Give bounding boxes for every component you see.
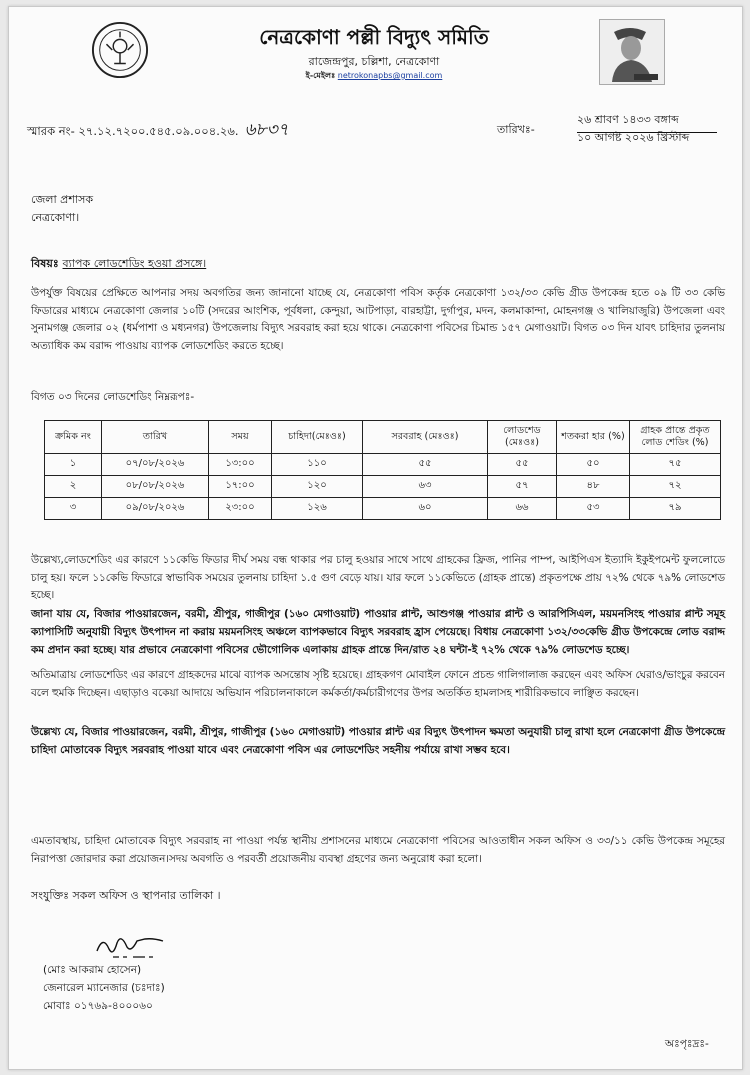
cell-loadshed: ৫৭ (488, 476, 557, 498)
cell-time: ১৩:০০ (209, 454, 272, 476)
memo-reference (27, 117, 289, 145)
table-row (45, 476, 721, 498)
cell-date: ০৮/০৮/২০২৬ (102, 476, 209, 498)
cell-demand: ১২৬ (272, 498, 363, 520)
cell-consumer-loadshedding: ৭৯ (630, 498, 721, 520)
subject-label: বিষয়ঃ (31, 257, 59, 270)
header-consumer-loadshedding: গ্রাহক প্রান্তে প্রকৃত লোড শেডিং (%) (630, 421, 721, 454)
portrait-photo (599, 19, 665, 85)
header-percentage: শতকরা হার (%) (557, 421, 630, 454)
loadshedding-table (44, 420, 721, 520)
cell-serial: ১ (45, 454, 102, 476)
recipient-location: নেত্রকোণা। (31, 211, 80, 224)
paragraph-intro: উপর্যুক্ত বিষয়ের প্রেক্ষিতে আপনার সদয় অবগতির জন্য জানানো যাচ্ছে যে, নেত্রকোণা পবিস কর্তৃক নেত্রকোণা ১৩২/৩৩ কেভি গ্রীড উপকেন্দ্র হতে ০৯ টি ৩৩ কেভি ফিডারের মাধ্যমে নেত্রকোণা জেলার ১০টি (সদরের আংশিক, পূর্বধলা, কেন্দুয়া, আটপাড়া, বারহাট্টা, দুর্গাপুর, মদন, কলমাকান্দা, মোহনগঞ্জ ও খালিয়াজুরি) উপজেলা এবং সুনামগঞ্জ জেলার ০২ (ধর্মপাশা ও মধ্যনগর) উপজেলায় বিদ্যুৎ সরবরাহ করা হয়ে থাকে। নেত্রকোণা পবিসের চিমান্ড ১৫৭ মেগাওয়াট। বিগত ০৩ দিন যাবৎ চাহিদার তুলনায় অত্যাধিক কম বরাদ্দ পাওয়ায় ব্যাপক লোডশেডিং করতে হচ্ছে। (31, 287, 725, 352)
memo-reference-number: স্মারক নং- ২৭.১২.৭২০০.৫৪৫.০৯.০০৪.২৬. (27, 124, 239, 138)
handwritten-signature (93, 929, 183, 961)
signatory-designation: জেনারেল ম্যানেজার (চঃদাঃ) (43, 982, 165, 994)
cell-consumer-loadshedding: ৭৫ (630, 454, 721, 476)
memo-reference-handwritten: ৬৮৩৭ (244, 120, 289, 140)
table-header-row (45, 421, 721, 454)
cell-loadshed: ৫৫ (488, 454, 557, 476)
cell-date: ০৯/০৮/২০২৬ (102, 498, 209, 520)
organization-seal-logo (91, 21, 149, 79)
organization-address: রাজেন্দ্রপুর, চল্লিশা, নেত্রকোণা (308, 55, 440, 68)
cell-time: ২৩:০০ (209, 498, 272, 520)
date-english: ১০ আগষ্ট ২০২৬ খ্রিস্টাব্দ (577, 131, 690, 144)
recipient-title: জেলা প্রশাসক (31, 193, 94, 206)
signatory-name: (মোঃ আকরাম হোসেন) (43, 964, 142, 976)
cell-percentage: ৫০ (557, 454, 630, 476)
organization-name: নেত্রকোণা পল্লী বিদ্যুৎ সমিতি (259, 25, 489, 49)
cell-demand: ১১০ (272, 454, 363, 476)
paragraph-consumer-unrest: অতিমাত্রায় লোডশেডিং এর কারণে গ্রাহকদের মাঝে ব্যাপক অসন্তোষ সৃষ্টি হয়েছে। গ্রাহকগণ মোবাইল ফোনে প্রচন্ড গালিগালাজ করছেন এবং অফিস ঘেরাও/ভাংচুর করবেন বলে হুমকি দিচ্ছেন। এছাড়াও বকেয়া আদায়ে অভিযান পরিচালনাকালে কর্মকর্তা/কর্মচারীগণের উপর অতর্কিত হামলাসহ শারীরিকভাবে লাঞ্ছিত করছেন। (31, 669, 725, 699)
email-label: ই-মেইলঃ (305, 71, 336, 80)
attachment-note: সংযুক্তিঃ সকল অফিস ও স্থাপনার তালিকা । (31, 889, 221, 902)
cell-percentage: ৪৮ (557, 476, 630, 498)
date-label: তারিখঃ- (497, 123, 535, 136)
paragraph-request: এমতাবস্থায়, চাহিদা মোতাবেক বিদ্যুৎ সরবরাহ না পাওয়া পর্যন্ত স্থানীয় প্রশাসনের মাধ্যমে নেত্রকোণা পবিসের আওতাধীন সকল অফিস ও ৩৩/১১ কেভি উপকেন্দ্র সমূহের নিরাপত্তা জোরদার করা প্রয়োজন।সদয় অবগতি ও পরবর্তী প্রয়োজনীয় ব্যবস্থা গ্রহণের জন্য অনুরোধ করা হলো। (31, 835, 725, 865)
date-bangla: ২৬ শ্রাবণ ১৪৩৩ বঙ্গাব্দ (577, 111, 717, 133)
organization-email-line (159, 70, 589, 83)
cell-supply: ৬০ (363, 498, 488, 520)
header-time: সময় (209, 421, 272, 454)
cell-supply: ৫৫ (363, 454, 488, 476)
header-supply: সরবরাহ (মেঃওঃ) (363, 421, 488, 454)
email-link[interactable]: netrokonapbs@gmail.com (337, 71, 443, 80)
cell-serial: ৩ (45, 498, 102, 520)
header-loadshed: লোডশেড (মেঃওঃ) (488, 421, 557, 454)
header-demand: চাহিদা(মেঃওঃ) (272, 421, 363, 454)
cell-date: ০৭/০৮/২০২৬ (102, 454, 209, 476)
header-date: তারিখ (102, 421, 209, 454)
please-turn-over: অঃপৃঃদ্রঃ- (665, 1038, 709, 1050)
cell-supply: ৬৩ (363, 476, 488, 498)
cell-demand: ১২০ (272, 476, 363, 498)
paragraph-remedy: উল্লেখ্য যে, বিজার পাওয়ারজেন, বরমী, শ্রীপুর, গাজীপুর (১৬০ মেগাওয়াট) পাওয়ার প্লান্ট এর বিদ্যুৎ উৎপাদন ক্ষমতা অনুযায়ী চালু রাখা হলে নেত্রকোণা গ্রীড উপকেন্দ্রে চাহিদা মোতাবেক বিদ্যুৎ সরবরাহ পাওয়া যাবে এবং নেত্রকোণা পবিস এর লোডশেডিং সহনীয় পর্যায়ে রাখা সম্ভব হবে। (31, 726, 725, 756)
cell-loadshed: ৬৬ (488, 498, 557, 520)
cell-time: ১৭:০০ (209, 476, 272, 498)
header-serial: ক্রমিক নং (45, 421, 102, 454)
paragraph-power-plants: জানা যায় যে, বিজার পাওয়ারজেন, বরমী, শ্রীপুর, গাজীপুর (১৬০ মেগাওয়াট) পাওয়ার প্লান্ট, আশুগঞ্জ পাওয়ার প্লান্ট ও আরপিসিএল, ময়মনসিংহ পাওয়ার প্লান্ট সমূহ ক্যাপাসিটি অনুযায়ী বিদ্যুৎ উৎপাদন না করায় ময়মনসিংহ অঞ্চলে ব্যাপকভাবে বিদ্যুৎ সরবরাহ হ্রাস পেয়েছে। বিধায় নেত্রকোণা ১৩২/৩৩কেভি গ্রীড উপকেন্দ্রে লোড বরাদ্দ কম প্রদান করা হচ্ছে। যার প্রভাবে নেত্রকোণা পবিসের ভৌগোলিক এলাকায় গ্রাহক প্রান্তে দিন/রাত ২৪ ঘন্টা-ই ৭২% থেকে ৭৯% লোডশেড হচ্ছে। (31, 608, 725, 656)
cell-consumer-loadshedding: ৭২ (630, 476, 721, 498)
cell-serial: ২ (45, 476, 102, 498)
letter-page (8, 6, 743, 1070)
signatory-mobile: মোবাঃ ০১৭৬৯-৪০০০৬০ (43, 1000, 153, 1012)
subject-line (31, 255, 206, 274)
paragraph-note: উল্লেখ্য,লোডশেডিং এর কারণে ১১কেভি ফিডার দীর্ঘ সময় বন্ধ থাকার পর চালু হওয়ার সাথে সাথে গ্রাহকের ফ্রিজ, পানির পাম্প, আইপিএস ইত্যাদি ইকুইপমেন্ট ফুললোডে চালু হয়। ফলে ১১কেভি ফিডারে স্বাভাবিক সময়ের তুলনায় চাহিদা ১.৫ গুণ বেড়ে যায়। যার ফলে ১১কেভিতে (গ্রাহক প্রান্তে) প্রকৃতপক্ষে প্রায় ৭২% থেকে ৭৯% লোডশেড হচ্ছে। (31, 554, 725, 601)
table-row (45, 454, 721, 476)
table-row (45, 498, 721, 520)
cell-percentage: ৫৩ (557, 498, 630, 520)
subject-text: ব্যাপক লোডশেডিং হওয়া প্রসঙ্গে। (62, 257, 207, 270)
table-caption: বিগত ০৩ দিনের লোডশেডিং নিম্নরূপঃ- (31, 391, 195, 403)
